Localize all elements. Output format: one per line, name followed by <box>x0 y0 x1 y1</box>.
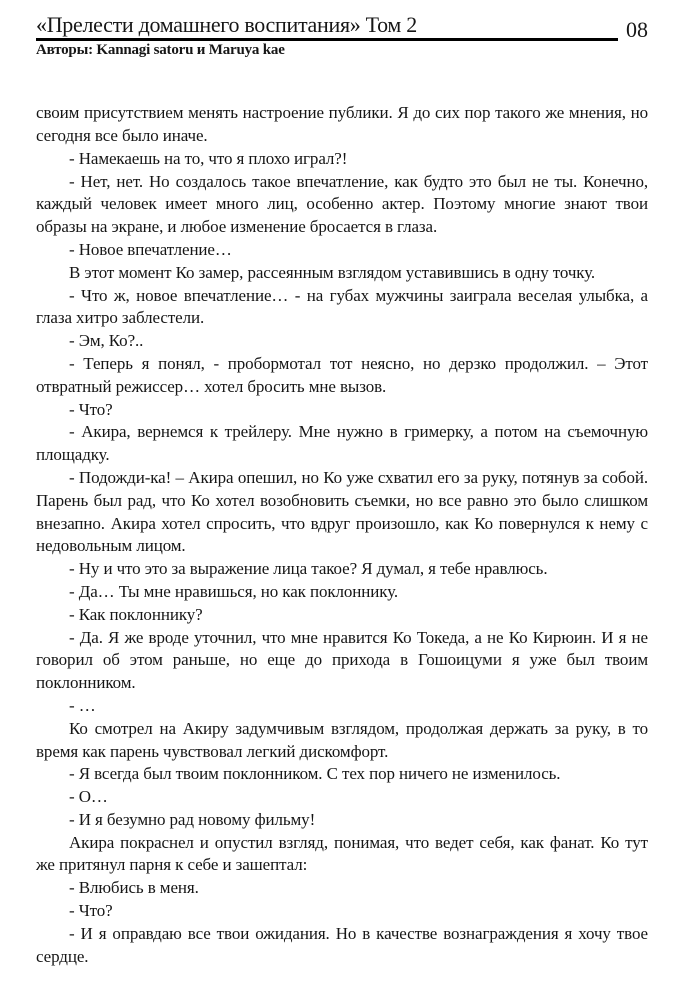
title-underline-rule <box>36 13 618 41</box>
paragraph: - Эм, Ко?.. <box>69 331 144 351</box>
paragraph: - Ну и что это за выражение лица такое? Я думал, я тебе нравлюсь. <box>69 559 548 579</box>
paragraph: Ко смотрел на Акиру задумчивым взглядом, продолжая держать за руку, в то время как парень чувствовал легкий дискомфорт. <box>36 718 648 761</box>
paragraph: - О… <box>69 787 108 807</box>
paragraph: - И я безумно рад новому фильму! <box>69 809 316 829</box>
paragraph: - Новое впечатление… <box>69 239 232 259</box>
page-number: 08 <box>626 17 648 43</box>
paragraph: - Да… Ты мне нравишься, но как поклоннику. <box>69 581 399 601</box>
paragraph: - И я оправдаю все твои ожидания. Но в качестве вознаграждения я хочу твое сердце. <box>36 923 648 966</box>
authors-line: Авторы: Kannagi satoru и Maruya kae <box>36 42 285 59</box>
paragraph: Акира покраснел и опустил взгляд, понимая, что ведет себя, как фанат. Ко тут же притянул парня к себе и зашептал: <box>36 832 648 875</box>
paragraph: - Что ж, новое впечатление… - на губах мужчины заиграла веселая улыбка, а глаза хитро заблестели. <box>36 285 648 328</box>
page-header <box>36 13 648 59</box>
paragraph: - Я всегда был твоим поклонником. С тех пор ничего не изменилось. <box>69 764 561 784</box>
paragraph: - Влюбись в меня. <box>69 878 199 898</box>
paragraph: - Что? <box>69 399 113 419</box>
paragraph: - Акира, вернемся к трейлеру. Мне нужно в гримерку, а потом на съемочную площадку. <box>36 422 648 465</box>
story-text <box>36 102 648 968</box>
paragraph: - Что? <box>69 901 113 921</box>
paragraph: - Подожди-ка! – Акира опешил, но Ко уже схватил его за руку, потянув за собой. Парень был рад, что Ко хотел возобновить съемки, но все равно это было слишком внезапно. Акира хотел спросить, что вдруг произошло, как Ко повернулся к нему с недовольным лицом. <box>36 467 648 556</box>
title-row <box>36 13 648 41</box>
paragraph: - Как поклоннику? <box>69 604 203 624</box>
paragraph: В этот момент Ко замер, рассеянным взглядом уставившись в одну точку. <box>69 262 596 282</box>
paragraph: - Намекаешь на то, что я плохо играл?! <box>69 148 348 168</box>
paragraph: - … <box>69 695 96 715</box>
paragraph: - Да. Я же вроде уточнил, что мне нравится Ко Токеда, а не Ко Кирюин. И я не говорил об этом раньше, но еще до прихода в Гошоицуми я уже был твоим поклонником. <box>36 627 648 693</box>
book-title: «Прелести домашнего воспитания» Том 2 <box>36 12 417 37</box>
paragraph: - Теперь я понял, - пробормотал тот неясно, но дерзко продолжил. – Этот отвратный режиссер… хотел бросить мне вызов. <box>36 353 648 396</box>
paragraph: - Нет, нет. Но создалось такое впечатление, как будто это был не ты. Конечно, каждый человек имеет много лиц, особенно актер. Поэтому многие знают твои образы на экране, и любое изменение бросается в глаза. <box>36 171 648 237</box>
paragraph: своим присутствием менять настроение публики. Я до сих пор такого же мнения, но сегодня все было иначе. <box>36 103 648 145</box>
